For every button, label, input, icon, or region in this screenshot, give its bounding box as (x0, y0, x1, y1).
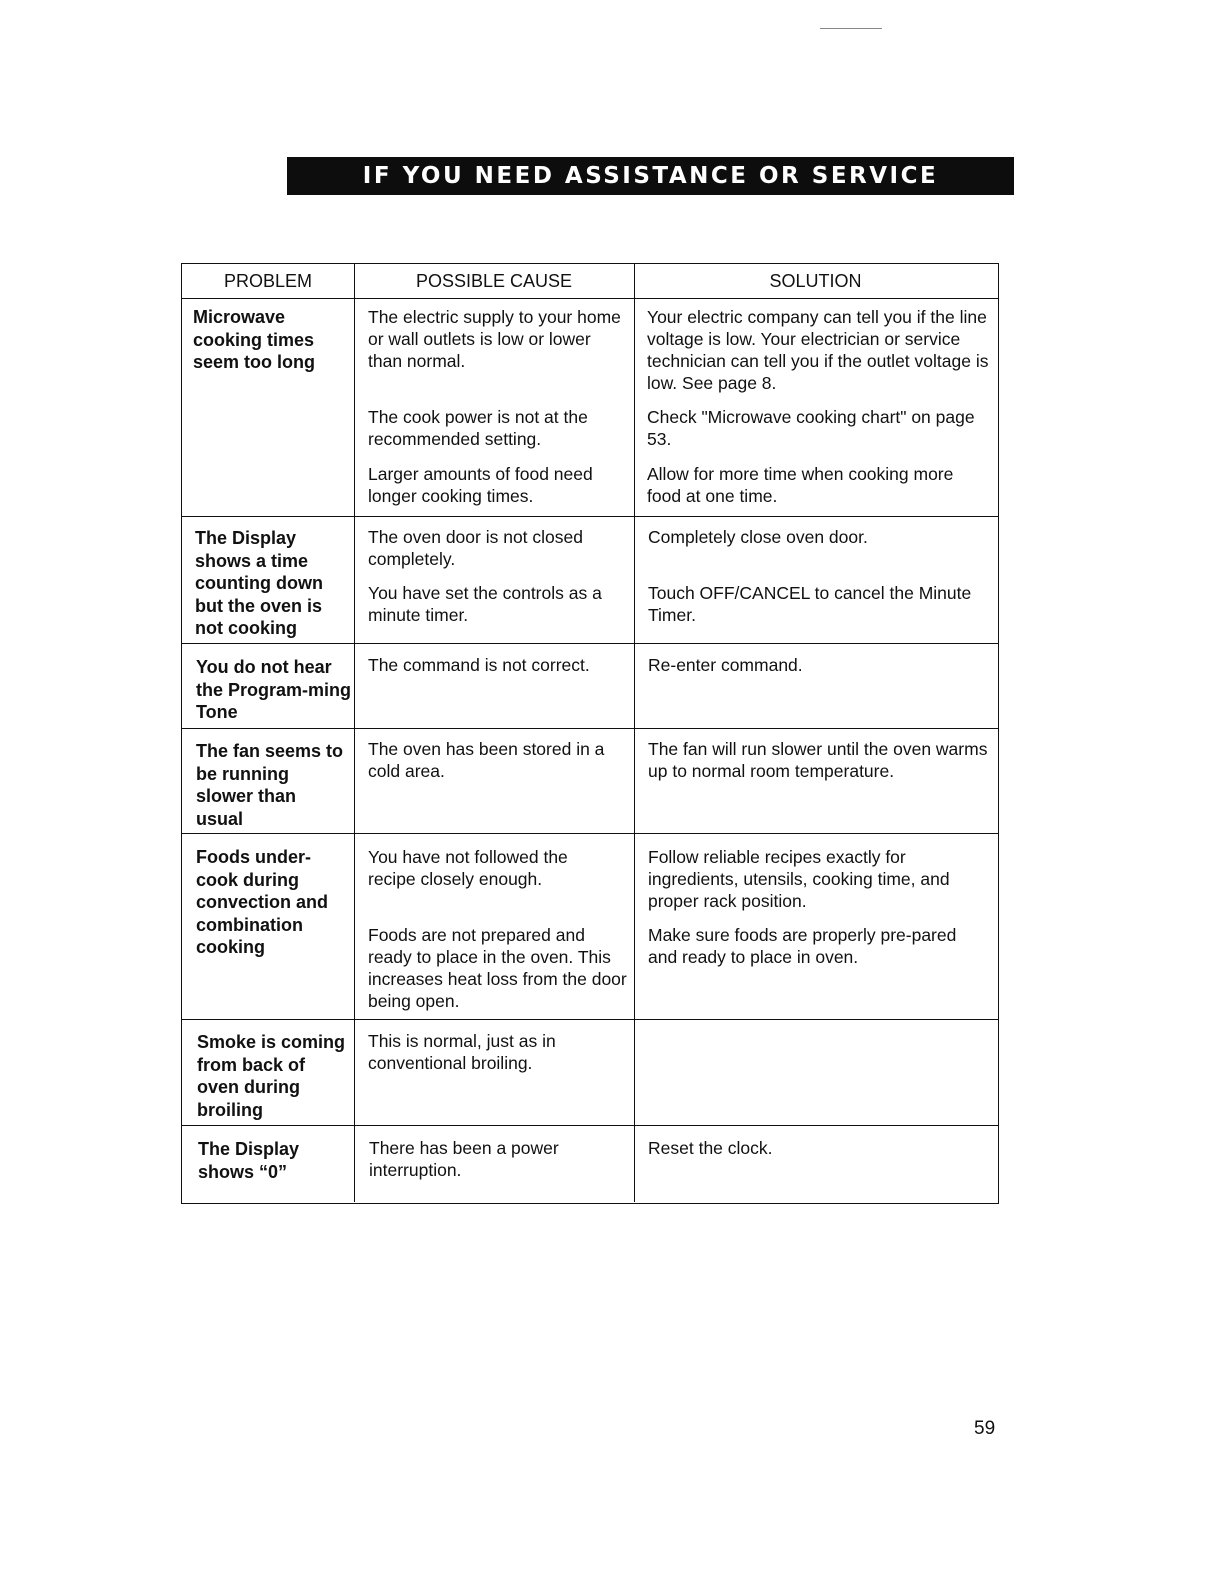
solution-cell: Reset the clock. (648, 1138, 773, 1158)
solution-cell: Follow reliable recipes exactly for ingredients, utensils, cooking time, and proper rack position. (648, 847, 950, 911)
problem-cell: Smoke is coming from back of oven during broiling (197, 1032, 346, 1120)
cause-cell: Foods are not prepared and ready to place in the oven. This increases heat loss from the door being open. (368, 925, 627, 1011)
solution-cell: Check "Microwave cooking chart" on page 53. (647, 407, 975, 449)
cause-cell: The oven door is not closed completely. (368, 527, 583, 569)
problem-cell: The Display shows “0” (198, 1139, 300, 1182)
solution-cell: Your electric company can tell you if the line voltage is low. Your electrician or service technician can tell you if the outlet voltage is low. See page 8. (647, 307, 989, 393)
solution-cell: Allow for more time when cooking more food at one time. (647, 464, 954, 506)
cause-cell: The cook power is not at the recommended setting. (368, 407, 588, 449)
header-problem: PROBLEM (223, 270, 313, 291)
solution-cell: Touch OFF/CANCEL to cancel the Minute Timer. (648, 583, 972, 625)
solution-cell: Completely close oven door. (648, 527, 868, 547)
cause-cell: The oven has been stored in a cold area. (368, 739, 605, 781)
section-banner (287, 157, 1014, 195)
header-divider (182, 298, 998, 299)
cause-cell: This is normal, just as in conventional broiling. (368, 1031, 556, 1073)
problem-cell: The Display shows a time counting down but the oven is not cooking (195, 528, 323, 638)
row-divider (182, 516, 998, 517)
problem-cell: You do not hear the Program-ming Tone (196, 657, 352, 722)
solution-cell: Re-enter command. (648, 655, 803, 675)
troubleshooting-table (181, 263, 999, 1204)
row-divider (182, 833, 998, 834)
row-divider (182, 728, 998, 729)
row-divider (182, 643, 998, 644)
cause-cell: There has been a power interruption. (369, 1138, 559, 1180)
banner-title: IF YOU NEED ASSISTANCE OR SERVICE (362, 163, 939, 189)
cause-cell: You have set the controls as a minute timer. (368, 583, 602, 625)
cause-cell: You have not followed the recipe closely enough. (368, 847, 568, 889)
problem-cell: Microwave cooking times seem too long (193, 307, 316, 372)
cause-cell: The command is not correct. (368, 655, 590, 675)
cause-cell: The electric supply to your home or wall outlets is low or lower than normal. (368, 307, 621, 371)
scan-mark (820, 28, 882, 29)
cause-cell: Larger amounts of food need longer cooking times. (368, 464, 593, 506)
header-cause: POSSIBLE CAUSE (415, 270, 573, 291)
column-divider (634, 264, 635, 1202)
solution-cell: Make sure foods are properly pre-pared and ready to place in oven. (648, 925, 957, 967)
problem-cell: The fan seems to be running slower than usual (196, 741, 344, 829)
row-divider (182, 1125, 998, 1126)
row-divider (182, 1019, 998, 1020)
header-solution: SOLUTION (769, 270, 862, 291)
page-number: 59 (974, 1418, 996, 1439)
column-divider (354, 264, 355, 1202)
solution-cell: The fan will run slower until the oven warms up to normal room temperature. (648, 739, 988, 781)
problem-cell: Foods under-cook during convection and combination cooking (196, 847, 329, 957)
